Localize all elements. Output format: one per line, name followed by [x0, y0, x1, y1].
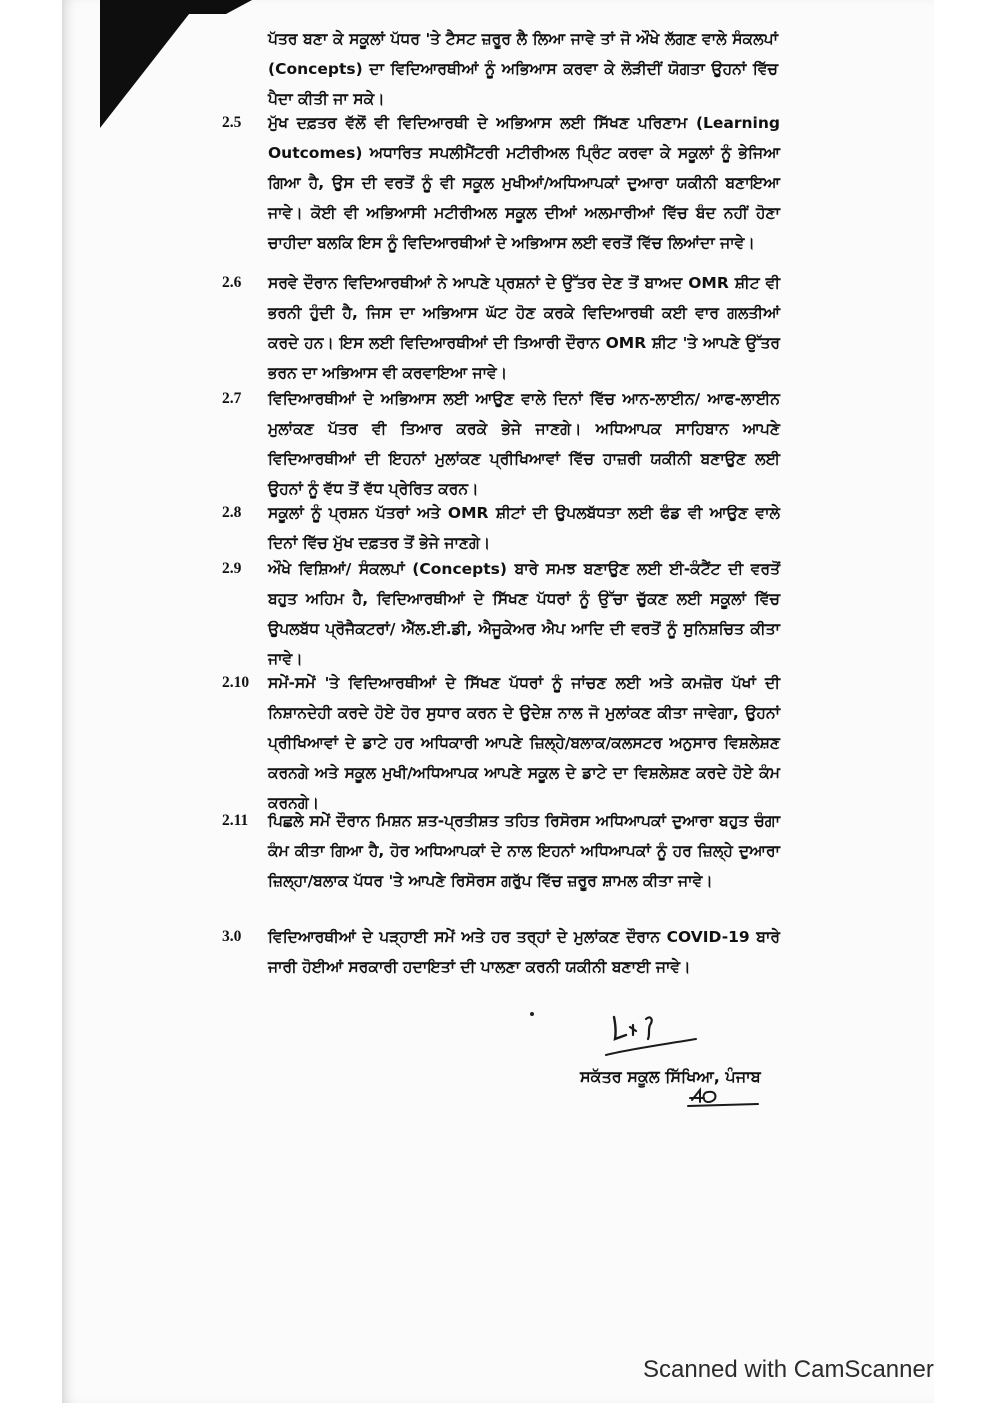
list-item — [222, 108, 782, 268]
item-number: 3.0 — [222, 928, 242, 945]
item-number: 2.9 — [222, 560, 242, 577]
item-text: ਮੁੱਖ ਦਫ਼ਤਰ ਵੱਲੋਂ ਵੀ ਵਿਦਿਆਰਥੀ ਦੇ ਅਭਿਆਸ ਲਈ ਸਿੱਖਣ ਪਰਿਣਾਮ (Learning Outcomes) ਅਧਾਰਿਤ ਸਪਲੀਮੈਂਟਰੀ ਮਟੀਰੀਅਲ ਪ੍ਰਿੰਟ ਕਰਵਾ ਕੇ ਸਕੂਲਾਂ ਨੂੰ ਭੇਜਿਆ ਗਿਆ ਹੈ, ਉਸ ਦੀ ਵਰਤੋਂ ਨੂੰ ਵੀ ਸਕੂਲ ਮੁਖੀਆਂ/ਅਧਿਆਪਕਾਂ ਦੁਆਰਾ ਯਕੀਨੀ ਬਣਾਇਆ ਜਾਵੇ। ਕੋਈ ਵੀ ਅਭਿਆਸੀ ਮਟੀਰੀਅਲ ਸਕੂਲ ਦੀਆਂ ਅਲਮਾਰੀਆਂ ਵਿੱਚ ਬੰਦ ਨਹੀਂ ਹੋਣਾ ਚਾਹੀਦਾ ਬਲਕਿ ਇਸ ਨੂੰ ਵਿਦਿਆਰਥੀਆਂ ਦੇ ਅਭਿਆਸ ਲਈ ਵਰਤੋਂ ਵਿੱਚ ਲਿਆਂਦਾ ਜਾਵੇ। — [268, 114, 780, 252]
item-text: ਸਮੇਂ-ਸਮੇਂ 'ਤੇ ਵਿਦਿਆਰਥੀਆਂ ਦੇ ਸਿੱਖਣ ਪੱਧਰਾਂ ਨੂੰ ਜਾਂਚਣ ਲਈ ਅਤੇ ਕਮਜ਼ੋਰ ਪੱਖਾਂ ਦੀ ਨਿਸ਼ਾਨਦੇਹੀ ਕਰਦੇ ਹੋਏ ਹੋਰ ਸੁਧਾਰ ਕਰਨ ਦੇ ਉਦੇਸ਼ ਨਾਲ ਜੋ ਮੁਲਾਂਕਣ ਕੀਤਾ ਜਾਵੇਗਾ, ਉਹਨਾਂ ਪ੍ਰੀਖਿਆਵਾਂ ਦੇ ਡਾਟੇ ਹਰ ਅਧਿਕਾਰੀ ਆਪਣੇ ਜ਼ਿਲ੍ਹੇ/ਬਲਾਕ/ਕਲਸਟਰ ਅਨੁਸਾਰ ਵਿਸ਼ਲੇਸ਼ਣ ਕਰਨਗੇ ਅਤੇ ਸਕੂਲ ਮੁਖੀ/ਅਧਿਆਪਕ ਆਪਣੇ ਸਕੂਲ ਦੇ ਡਾਟੇ ਦਾ ਵਿਸ਼ਲੇਸ਼ਣ ਕਰਦੇ ਹੋਏ ਕੰਮ ਕਰਨਗੇ। — [268, 674, 780, 812]
item-text: ਵਿਦਿਆਰਥੀਆਂ ਦੇ ਅਭਿਆਸ ਲਈ ਆਉਣ ਵਾਲੇ ਦਿਨਾਂ ਵਿੱਚ ਆਨ-ਲਾਈਨ/ ਆਫ-ਲਾਈਨ ਮੁਲਾਂਕਣ ਪੱਤਰ ਵੀ ਤਿਆਰ ਕਰਕੇ ਭੇਜੇ ਜਾਣਗੇ। ਅਧਿਆਪਕ ਸਾਹਿਬਾਨ ਆਪਣੇ ਵਿਦਿਆਰਥੀਆਂ ਦੀ ਇਹਨਾਂ ਮੁਲਾਂਕਣ ਪ੍ਰੀਖਿਆਵਾਂ ਵਿੱਚ ਹਾਜ਼ਰੀ ਯਕੀਨੀ ਬਣਾਉਣ ਲਈ ਉਹਨਾਂ ਨੂੰ ਵੱਧ ਤੋਂ ਵੱਧ ਪ੍ਰੇਰਿਤ ਕਰਨ। — [268, 390, 780, 498]
list-item — [222, 668, 782, 812]
handwritten-initials — [686, 1086, 760, 1112]
item-number: 2.5 — [222, 114, 242, 131]
list-item — [222, 384, 782, 499]
item-text: ਵਿਦਿਆਰਥੀਆਂ ਦੇ ਪੜ੍ਹਾਈ ਸਮੇਂ ਅਤੇ ਹਰ ਤਰ੍ਹਾਂ ਦੇ ਮੁਲਾਂਕਣ ਦੌਰਾਨ COVID-19 ਬਾਰੇ ਜਾਰੀ ਹੋਈਆਂ ਸਰਕਾਰੀ ਹਦਾਇਤਾਂ ਦੀ ਪਾਲਣਾ ਕਰਨੀ ਯਕੀਨੀ ਬਣਾਈ ਜਾਵੇ। — [268, 928, 780, 976]
stray-ink-dot — [530, 1012, 534, 1016]
handwritten-signature — [600, 1005, 700, 1065]
item-number: 2.6 — [222, 274, 242, 291]
item-number: 2.7 — [222, 390, 242, 407]
item-number: 2.8 — [222, 504, 242, 521]
folded-corner-shadow — [100, 0, 200, 128]
signatory-designation: ਸਕੱਤਰ ਸਕੂਲ ਸਿੱਖਿਆ, ਪੰਜਾਬ — [580, 1067, 761, 1086]
list-item — [222, 268, 782, 388]
item-text: ਸਰਵੇ ਦੌਰਾਨ ਵਿਦਿਆਰਥੀਆਂ ਨੇ ਆਪਣੇ ਪ੍ਰਸ਼ਨਾਂ ਦੇ ਉੱਤਰ ਦੇਣ ਤੋਂ ਬਾਅਦ OMR ਸ਼ੀਟ ਵੀ ਭਰਨੀ ਹੁੰਦੀ ਹੈ, ਜਿਸ ਦਾ ਅਭਿਆਸ ਘੱਟ ਹੋਣ ਕਰਕੇ ਵਿਦਿਆਰਥੀ ਕਈ ਵਾਰ ਗਲਤੀਆਂ ਕਰਦੇ ਹਨ। ਇਸ ਲਈ ਵਿਦਿਆਰਥੀਆਂ ਦੀ ਤਿਆਰੀ ਦੌਰਾਨ OMR ਸ਼ੀਟ 'ਤੇ ਆਪਣੇ ਉੱਤਰ ਭਰਨ ਦਾ ਅਭਿਆਸ ਵੀ ਕਰਵਾਇਆ ਜਾਵੇ। — [268, 274, 780, 382]
item-number: 2.11 — [222, 812, 249, 829]
list-item — [222, 806, 782, 916]
item-number: 2.10 — [222, 674, 250, 691]
item-text: ਸਕੂਲਾਂ ਨੂੰ ਪ੍ਰਸ਼ਨ ਪੱਤਰਾਂ ਅਤੇ OMR ਸ਼ੀਟਾਂ ਦੀ ਉਪਲਬੱਧਤਾ ਲਈ ਫੰਡ ਵੀ ਆਉਣ ਵਾਲੇ ਦਿਨਾਂ ਵਿੱਚ ਮੁੱਖ ਦਫ਼ਤਰ ਤੋਂ ਭੇਜੇ ਜਾਣਗੇ। — [268, 504, 780, 552]
intro-paragraph: ਪੱਤਰ ਬਣਾ ਕੇ ਸਕੂਲਾਂ ਪੱਧਰ 'ਤੇ ਟੈਸਟ ਜ਼ਰੂਰ ਲੈ ਲਿਆ ਜਾਵੇ ਤਾਂ ਜੋ ਔਖੇ ਲੱਗਣ ਵਾਲੇ ਸੰਕਲਪਾਂ (Concepts) ਦਾ ਵਿਦਿਆਰਥੀਆਂ ਨੂੰ ਅਭਿਆਸ ਕਰਵਾ ਕੇ ਲੋੜੀਦੀਂ ਯੋਗਤਾ ਉਹਨਾਂ ਵਿੱਚ ਪੈਦਾ ਕੀਤੀ ਜਾ ਸਕੇ। — [268, 30, 778, 108]
list-item — [222, 554, 782, 669]
list-item — [222, 922, 782, 992]
list-item — [222, 498, 782, 558]
item-text: ਔਖੇ ਵਿਸ਼ਿਆਂ/ ਸੰਕਲਪਾਂ (Concepts) ਬਾਰੇ ਸਮਝ ਬਣਾਉਣ ਲਈ ਈ-ਕੰਟੈਂਟ ਦੀ ਵਰਤੋਂ ਬਹੁਤ ਅਹਿਮ ਹੈ, ਵਿਦਿਆਰਥੀਆਂ ਦੇ ਸਿੱਖਣ ਪੱਧਰਾਂ ਨੂੰ ਉੱਚਾ ਚੁੱਕਣ ਲਈ ਸਕੂਲਾਂ ਵਿੱਚ ਉਪਲਬੱਧ ਪ੍ਰੋਜੈਕਟਰਾਂ/ ਐੱਲ.ਈ.ਡੀ, ਐਜੂਕੇਅਰ ਐਪ ਆਦਿ ਦੀ ਵਰਤੋਂ ਨੂੰ ਸੁਨਿਸ਼ਚਿਤ ਕੀਤਾ ਜਾਵੇ। — [268, 560, 780, 668]
camscanner-watermark: Scanned with CamScanner — [643, 1356, 934, 1383]
folded-corner-edge — [100, 0, 252, 14]
item-text: ਪਿਛਲੇ ਸਮੇਂ ਦੌਰਾਨ ਮਿਸ਼ਨ ਸ਼ਤ-ਪ੍ਰਤੀਸ਼ਤ ਤਹਿਤ ਰਿਸੋਰਸ ਅਧਿਆਪਕਾਂ ਦੁਆਰਾ ਬਹੁਤ ਚੰਗਾ ਕੰਮ ਕੀਤਾ ਗਿਆ ਹੈ, ਹੋਰ ਅਧਿਆਪਕਾਂ ਦੇ ਨਾਲ ਇਹਨਾਂ ਅਧਿਆਪਕਾਂ ਨੂੰ ਹਰ ਜ਼ਿਲ੍ਹੇ ਦੁਆਰਾ ਜ਼ਿਲ੍ਹਾ/ਬਲਾਕ ਪੱਧਰ 'ਤੇ ਆਪਣੇ ਰਿਸੋਰਸ ਗਰੁੱਪ ਵਿੱਚ ਜ਼ਰੂਰ ਸ਼ਾਮਲ ਕੀਤਾ ਜਾਵੇ। — [268, 812, 780, 890]
